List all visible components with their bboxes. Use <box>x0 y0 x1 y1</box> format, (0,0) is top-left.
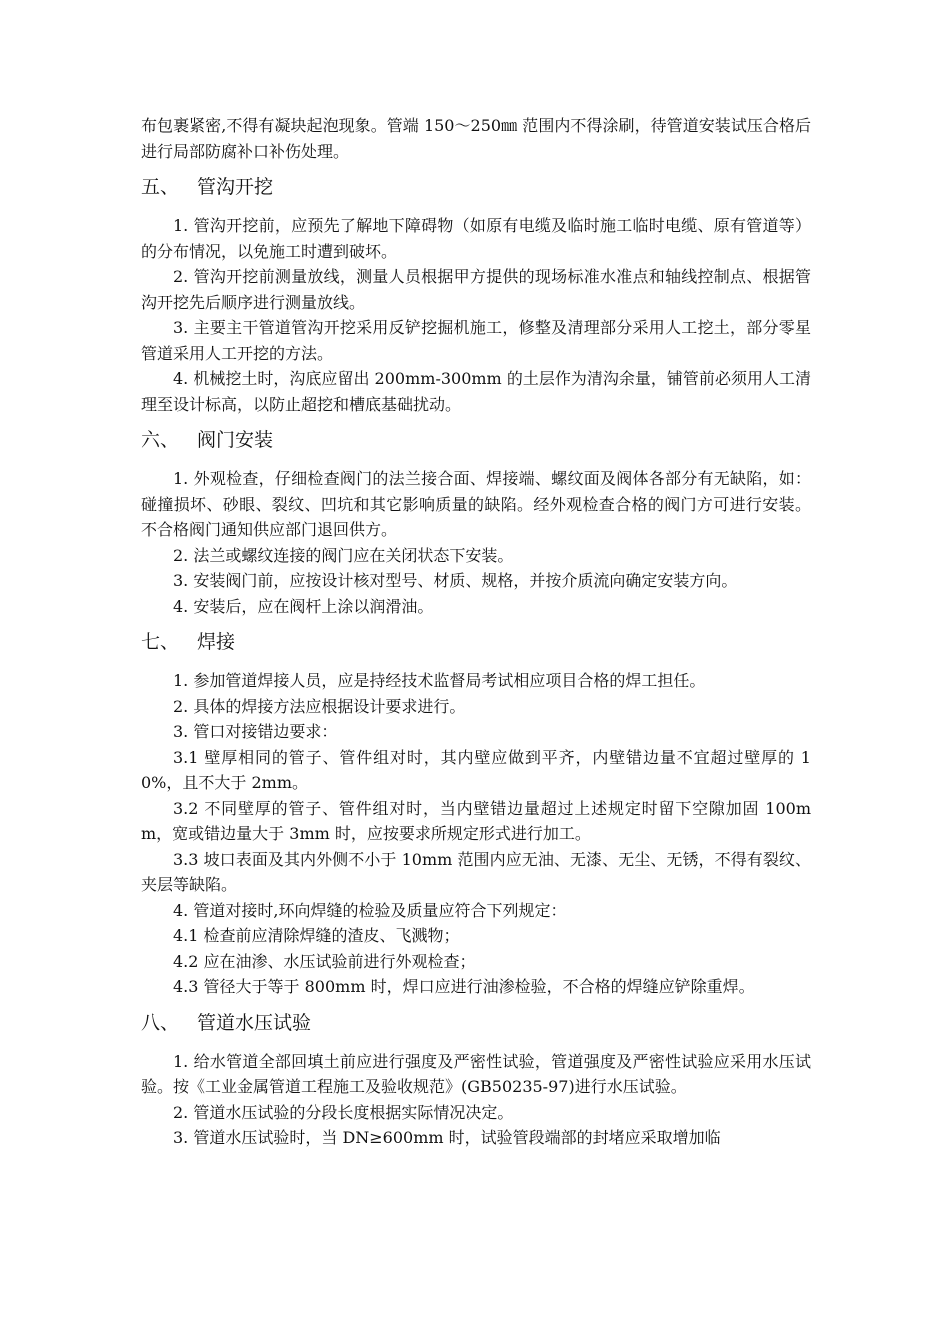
paragraph: 3. 安装阀门前，应按设计核对型号、材质、规格，并按介质流向确定安装方向。 <box>173 571 738 590</box>
section-valve-installation <box>141 427 811 619</box>
section-number: 六、 <box>141 429 180 451</box>
paragraph: 3.3 坡口表面及其内外侧不小于 10mm 范围内应无油、无漆、无尘、无锈，不得有裂纹、夹层等缺陷。 <box>141 849 811 894</box>
paragraph: 2. 具体的焊接方法应根据设计要求进行。 <box>173 696 466 716</box>
paragraph: 3. 管道水压试验时，当 DN≥600mm 时，试验管段端部的封堵应采取增加临 <box>173 1128 721 1147</box>
section-heading <box>141 1010 811 1036</box>
paragraph: 4. 机械挖土时，沟底应留出 200mm-300mm 的土层作为清沟余量，铺管前必须用人工清理至设计标高，以防止超挖和槽底基础扰动。 <box>141 369 811 414</box>
paragraph: 2. 管沟开挖前测量放线，测量人员根据甲方提供的现场标准水准点和轴线控制点、根据管沟开挖先后顺序进行测量放线。 <box>141 267 811 312</box>
paragraph: 4.3 管径大于等于 800mm 时，焊口应进行油渗检验，不合格的焊缝应铲除重焊。 <box>173 977 755 996</box>
section-pressure-test <box>141 1010 811 1151</box>
section-number: 五、 <box>141 176 180 198</box>
paragraph: 1. 给水管道全部回填土前应进行强度及严密性试验，管道强度及严密性试验应采用水压试验。按《工业金属管道工程施工及验收规范》(GB50235-97)进行水压试验。 <box>141 1051 811 1096</box>
section-welding <box>141 629 811 1000</box>
section-heading <box>141 174 811 200</box>
section-title: 阀门安装 <box>197 429 274 451</box>
paragraph: 3. 主要主干管道管沟开挖采用反铲挖掘机施工，修整及清理部分采用人工挖土，部分零星管道采用人工开挖的方法。 <box>141 318 811 363</box>
paragraph: 1. 外观检查，仔细检查阀门的法兰接合面、焊接端、螺纹面及阀体各部分有无缺陷，如：碰撞损坏、砂眼、裂纹、凹坑和其它影响质量的缺陷。经外观检查合格的阀门方可进行安装。不合格阀门通知供应部门退回供方。 <box>141 469 811 539</box>
intro-paragraph: 布包裹紧密,不得有凝块起泡现象。管端 150～250㎜ 范围内不得涂刷，待管道安装试压合格后进行局部防腐补口补伤处理。 <box>141 116 811 161</box>
section-heading <box>141 427 811 453</box>
section-title: 焊接 <box>197 631 236 653</box>
section-heading <box>141 629 811 655</box>
section-trench-excavation <box>141 174 811 417</box>
section-number: 七、 <box>141 631 180 653</box>
paragraph: 1. 参加管道焊接人员，应是持经技术监督局考试相应项目合格的焊工担任。 <box>173 671 706 690</box>
document-page <box>141 113 811 1151</box>
paragraph: 4. 安装后，应在阀杆上涂以润滑油。 <box>173 596 434 616</box>
paragraph: 4. 管道对接时,环向焊缝的检验及质量应符合下列规定： <box>173 900 567 920</box>
paragraph: 2. 法兰或螺纹连接的阀门应在关闭状态下安装。 <box>173 545 514 565</box>
section-number: 八、 <box>141 1011 180 1034</box>
paragraph: 1. 管沟开挖前，应预先了解地下障碍物（如原有电缆及临时施工临时电缆、原有管道等）的分布情况，以免施工时遭到破坏。 <box>141 216 811 261</box>
paragraph: 3. 管口对接错边要求： <box>173 722 338 741</box>
paragraph: 2. 管道水压试验的分段长度根据实际情况决定。 <box>173 1102 514 1122</box>
paragraph: 3.2 不同壁厚的管子、管件组对时，当内壁错边量超过上述规定时留下空隙加固 100mm，宽或错边量大于 3mm 时，应按要求所规定形式进行加工。 <box>141 798 811 843</box>
paragraph: 4.2 应在油渗、水压试验前进行外观检查； <box>173 951 476 971</box>
section-title: 管道水压试验 <box>197 1011 312 1034</box>
paragraph: 3.1 壁厚相同的管子、管件组对时，其内壁应做到平齐，内壁错边量不宜超过壁厚的 10%，且不大于 2mm。 <box>141 747 811 792</box>
paragraph: 4.1 检查前应清除焊缝的渣皮、飞溅物； <box>173 926 460 945</box>
section-title: 管沟开挖 <box>197 176 274 198</box>
